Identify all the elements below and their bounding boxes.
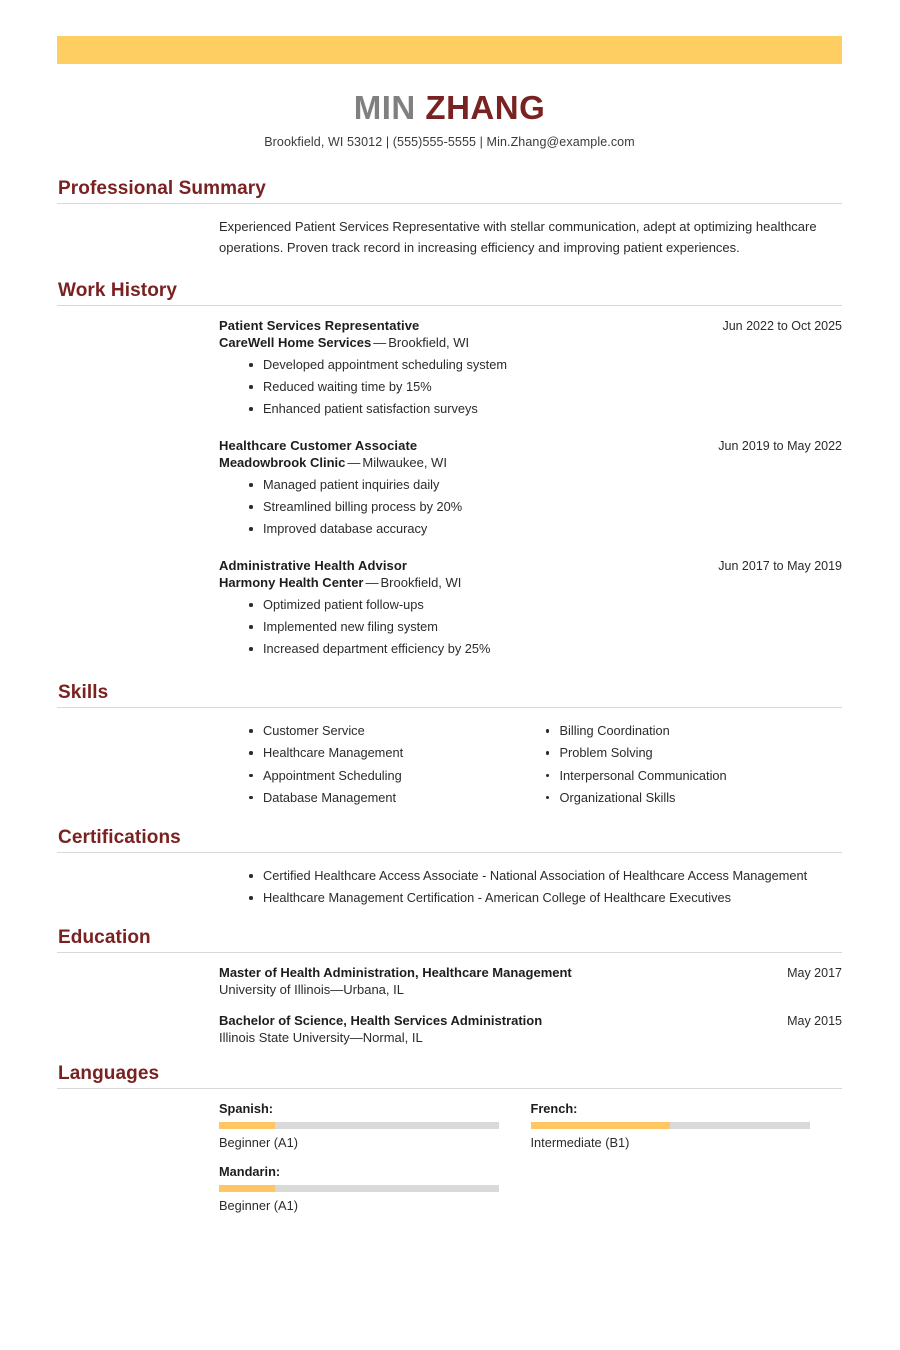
skills-list	[546, 720, 843, 809]
summary-body	[57, 216, 842, 258]
skills-list	[249, 720, 546, 809]
certification-item: Certified Healthcare Access Associate - National Association of Healthcare Access Management	[249, 865, 842, 887]
section-divider	[57, 852, 842, 853]
language-proficiency-fill	[531, 1122, 671, 1129]
job-bullet-list	[219, 354, 842, 420]
section-professional-summary	[57, 178, 842, 258]
company-name: Meadowbrook Clinic	[219, 455, 346, 471]
languages-body	[57, 1101, 842, 1227]
job-dates: Jun 2017 to May 2019	[718, 559, 842, 574]
work-entry	[219, 318, 842, 420]
education-entry	[219, 965, 842, 997]
job-bullet: Increased department efficiency by 25%	[249, 638, 842, 660]
skills-column-right	[546, 720, 843, 809]
language-name: Mandarin:	[219, 1164, 281, 1180]
section-certifications	[57, 827, 842, 909]
section-divider	[57, 707, 842, 708]
job-bullet-list	[219, 474, 842, 540]
summary-text: Experienced Patient Services Representative with stellar communication, adept at optimizing healthcare operations. Proven track record in increasing efficiency and improving patient experiences.	[219, 219, 817, 256]
job-company-line	[219, 335, 842, 350]
job-bullet: Developed appointment scheduling system	[249, 354, 842, 376]
section-divider	[57, 203, 842, 204]
work-body	[57, 318, 842, 660]
job-bullet: Streamlined billing process by 20%	[249, 496, 842, 518]
spacer	[57, 909, 842, 927]
language-item	[219, 1164, 531, 1213]
company-name: Harmony Health Center	[219, 575, 364, 591]
skill-item: Problem Solving	[546, 742, 843, 764]
school-name: Illinois State University	[219, 1030, 350, 1046]
section-divider	[57, 1088, 842, 1089]
language-proficiency-bar	[219, 1122, 499, 1129]
language-level: Beginner (A1)	[219, 1135, 298, 1151]
job-bullet-list	[219, 594, 842, 660]
skill-item: Organizational Skills	[546, 787, 843, 809]
certifications-list	[219, 865, 842, 909]
skill-item: Database Management	[249, 787, 546, 809]
job-location: Milwaukee, WI	[362, 455, 447, 471]
skill-item: Billing Coordination	[546, 720, 843, 742]
language-level: Intermediate (B1)	[530, 1135, 630, 1151]
education-body	[57, 965, 842, 1045]
job-location: Brookfield, WI	[388, 335, 470, 351]
skills-column-left	[249, 720, 546, 809]
contact-line: Brookfield, WI 53012 | (555)555-5555 | Min.Zhang@example.com	[264, 135, 635, 150]
first-name: MIN	[353, 89, 416, 126]
section-title-summary: Professional Summary	[58, 178, 266, 199]
skill-item: Appointment Scheduling	[249, 765, 546, 787]
work-entry-header	[219, 318, 842, 333]
skills-body	[57, 720, 842, 809]
skill-item: Customer Service	[249, 720, 546, 742]
language-proficiency-fill	[219, 1122, 275, 1129]
education-entry-header	[219, 965, 842, 980]
language-item	[531, 1101, 843, 1150]
work-entry	[219, 438, 842, 540]
section-title-education: Education	[58, 927, 151, 949]
job-title: Administrative Health Advisor	[219, 558, 408, 574]
skills-grid	[219, 720, 842, 809]
section-education	[57, 927, 842, 1045]
skill-item: Healthcare Management	[249, 742, 546, 764]
degree-date: May 2017	[787, 966, 842, 981]
section-title-skills: Skills	[58, 682, 109, 704]
job-bullet: Optimized patient follow-ups	[249, 594, 842, 616]
job-bullet: Enhanced patient satisfaction surveys	[249, 398, 842, 420]
spacer	[57, 258, 842, 280]
degree-title: Master of Health Administration, Healthcare Management	[219, 965, 572, 981]
candidate-name	[57, 90, 842, 126]
education-entry	[219, 1013, 842, 1045]
spacer	[57, 660, 842, 682]
degree-title: Bachelor of Science, Health Services Administration	[219, 1013, 543, 1029]
job-dates: Jun 2022 to Oct 2025	[722, 319, 842, 334]
section-divider	[57, 305, 842, 306]
school-location: Normal, IL	[362, 1030, 423, 1046]
work-entry-header	[219, 558, 842, 573]
section-title-work: Work History	[58, 280, 178, 302]
job-bullet: Reduced waiting time by 15%	[249, 376, 842, 398]
school-line	[219, 982, 842, 997]
section-languages	[57, 1063, 842, 1227]
work-entry	[219, 558, 842, 660]
separator-dash: —	[347, 455, 361, 471]
job-title: Patient Services Representative	[219, 318, 420, 334]
certification-item: Healthcare Management Certification - American College of Healthcare Executives	[249, 887, 842, 909]
certifications-body	[57, 865, 842, 909]
skill-item: Interpersonal Communication	[546, 765, 843, 787]
language-proficiency-bar	[531, 1122, 811, 1129]
language-item	[219, 1101, 531, 1150]
job-dates: Jun 2019 to May 2022	[718, 439, 842, 454]
school-location: Urbana, IL	[343, 982, 404, 998]
language-level: Beginner (A1)	[219, 1198, 298, 1214]
work-entry-header	[219, 438, 842, 453]
degree-date: May 2015	[787, 1014, 842, 1029]
language-name: French:	[530, 1101, 578, 1117]
section-work-history	[57, 280, 842, 660]
spacer	[57, 1045, 842, 1063]
job-location: Brookfield, WI	[380, 575, 462, 591]
company-name: CareWell Home Services	[219, 335, 372, 351]
education-entry-header	[219, 1013, 842, 1028]
school-name: University of Illinois	[219, 982, 331, 998]
separator-dash: —	[373, 335, 387, 351]
language-proficiency-fill	[219, 1185, 275, 1192]
language-name: Spanish:	[219, 1101, 274, 1117]
school-line	[219, 1030, 842, 1045]
job-company-line	[219, 455, 842, 470]
separator-dash: —	[349, 1030, 363, 1046]
job-bullet: Improved database accuracy	[249, 518, 842, 540]
section-skills	[57, 682, 842, 809]
languages-grid	[219, 1101, 842, 1227]
job-title: Healthcare Customer Associate	[219, 438, 418, 454]
job-bullet: Implemented new filing system	[249, 616, 842, 638]
resume-body	[57, 178, 842, 1227]
spacer	[57, 809, 842, 827]
job-bullet: Managed patient inquiries daily	[249, 474, 842, 496]
section-title-languages: Languages	[58, 1063, 160, 1085]
section-divider	[57, 952, 842, 953]
job-company-line	[219, 575, 842, 590]
language-proficiency-bar	[219, 1185, 499, 1192]
separator-dash: —	[365, 575, 379, 591]
separator-dash: —	[330, 982, 344, 998]
resume-header	[57, 90, 842, 149]
section-title-certifications: Certifications	[58, 827, 181, 849]
top-accent-bar	[57, 36, 842, 64]
last-name: ZHANG	[425, 89, 546, 126]
